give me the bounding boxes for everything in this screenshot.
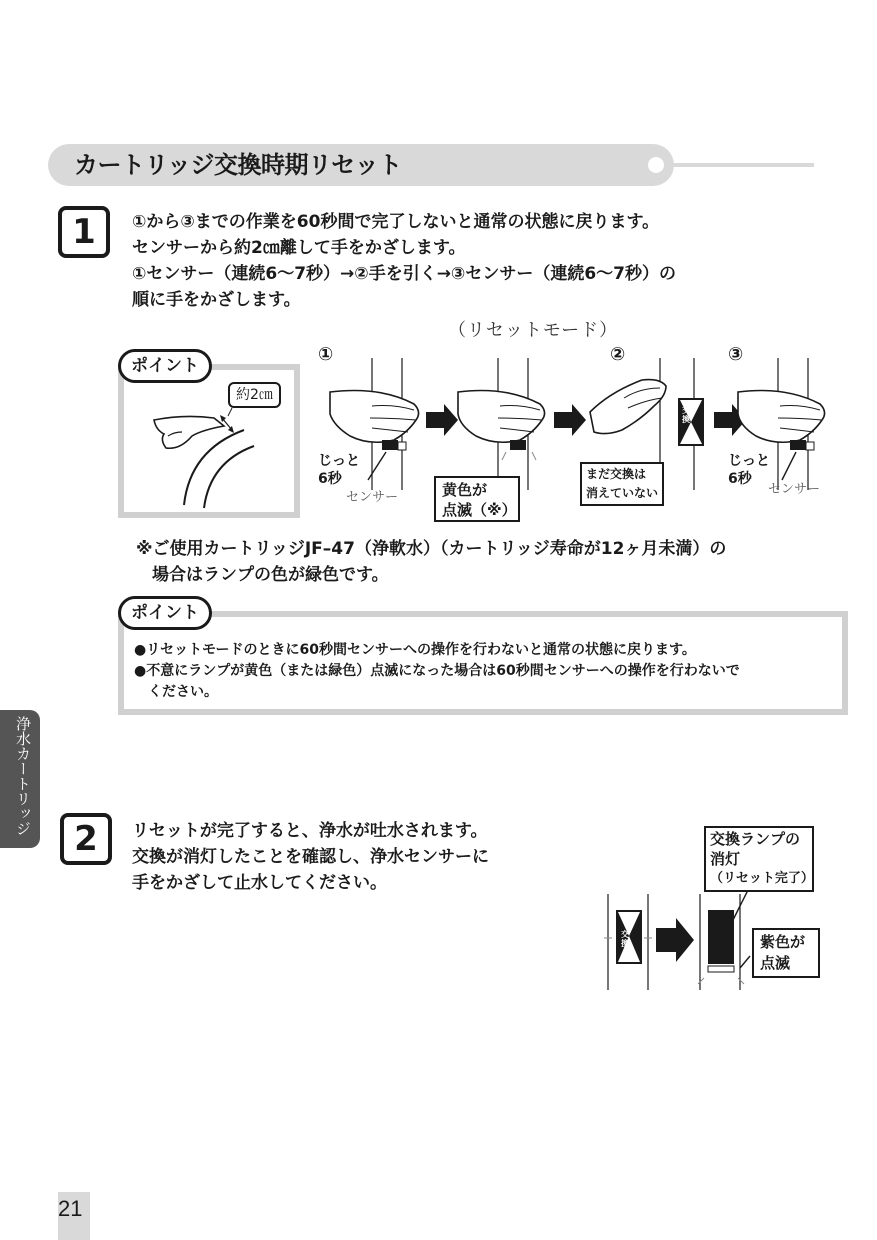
hold-label: じっと	[318, 453, 360, 469]
step-1-line: ①センサー（連続6〜7秒）→②手を引く→③センサー（連続6〜7秒）の	[132, 264, 676, 284]
callout-line: まだ交換は	[586, 467, 647, 481]
hold-seconds-label: 6秒	[318, 471, 342, 487]
distance-callout: 約2㎝	[228, 382, 281, 408]
step-1-instructions	[132, 209, 822, 313]
sequence-step-2: ②	[610, 344, 626, 365]
exchange-lamp-text: 交換	[621, 930, 629, 948]
bullet-item: ●リセットモードのときに60秒間センサーへの操作を行わないと通常の状態に戻ります。	[134, 642, 696, 658]
callout-line: （リセット完了）	[710, 871, 814, 886]
step-1-line: ①から③までの作業を60秒間で完了しないと通常の状態に戻ります。	[132, 212, 660, 232]
bullet-item: ください。	[148, 684, 218, 700]
step-2-line: 手をかざして止水してください。	[132, 873, 387, 893]
callout-line: 点滅（※）	[442, 501, 517, 519]
callout-line: 黄色が	[442, 481, 488, 499]
section-header-line	[664, 163, 814, 167]
cartridge-note	[136, 536, 856, 588]
step-2-line: 交換が消灯したことを確認し、浄水センサーに	[132, 847, 489, 867]
sequence-step-3: ③	[728, 344, 744, 365]
yellow-blink-callout	[434, 476, 520, 522]
hold-seconds-label: 6秒	[728, 471, 752, 487]
point-badge: ポイント	[118, 349, 212, 383]
sensor-label: センサー	[346, 490, 399, 505]
callout-line: 消えていない	[586, 486, 659, 500]
step-2-number: 2	[60, 813, 112, 865]
step-2-instructions	[132, 818, 592, 896]
point-badge: ポイント	[118, 596, 212, 630]
callout-line: 紫色が	[760, 933, 806, 951]
point-bullets	[134, 640, 844, 703]
callout-line: 点滅	[760, 954, 791, 972]
step-1-line: センサーから約2㎝離して手をかざします。	[132, 238, 466, 258]
note-line: ※ご使用カートリッジJF–47（浄軟水）（カートリッジ寿命が12ヶ月未満）の	[136, 539, 727, 559]
note-line: 場合はランプの色が緑色です。	[152, 565, 389, 585]
reset-mode-label: （リセットモード）	[448, 320, 619, 341]
lamp-off-callout	[704, 826, 814, 892]
not-off-callout	[580, 462, 664, 506]
chapter-side-tab-label: 浄水カートリッジ	[14, 716, 32, 836]
step-2-line: リセットが完了すると、浄水が吐水されます。	[132, 821, 488, 841]
section-title: カートリッジ交換時期リセット	[74, 151, 402, 179]
page-number: 21	[58, 1196, 83, 1221]
step-1-number: 1	[58, 206, 110, 258]
section-header-dot	[648, 157, 664, 173]
bullet-item: ●不意にランプが黄色（または緑色）点滅になった場合は60秒間センサーへの操作を行わないで	[134, 663, 740, 679]
exchange-lamp-text: 交換	[682, 406, 690, 424]
callout-line: 交換ランプの	[710, 830, 801, 848]
sensor-label: センサー	[768, 482, 821, 497]
step-1-line: 順に手をかざします。	[132, 290, 301, 310]
callout-line: 消灯	[710, 850, 741, 868]
purple-blink-callout	[752, 928, 820, 978]
sequence-step-1: ①	[318, 344, 334, 365]
hold-label: じっと	[728, 453, 770, 469]
